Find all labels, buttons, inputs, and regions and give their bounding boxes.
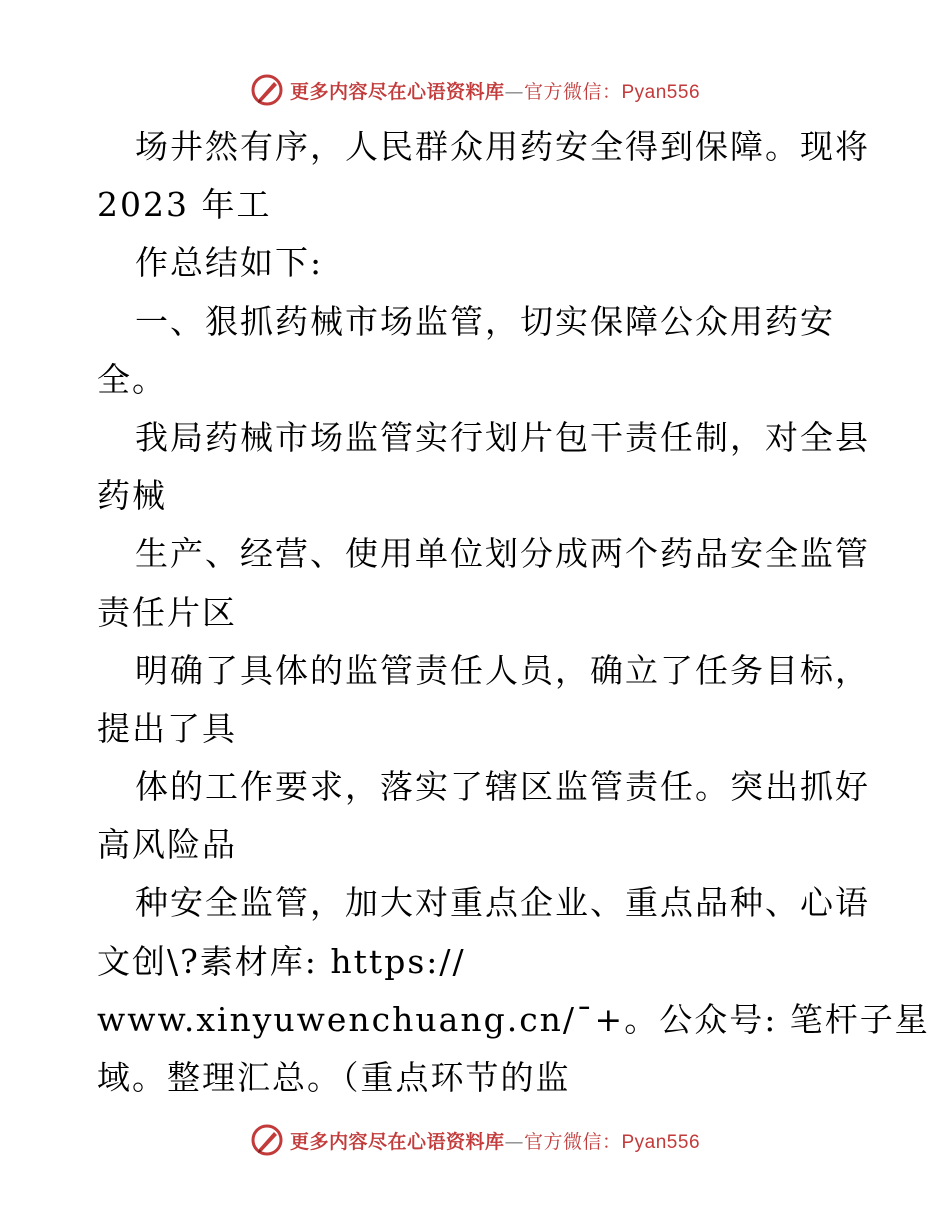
body-line: 体的工作要求，落实了辖区监管责任。突出抓好 xyxy=(135,767,870,807)
watermark-separator: — xyxy=(504,1130,524,1153)
body-line: 场井然有序，人民群众用药安全得到保障。现将 xyxy=(135,127,870,166)
watermark-wechat-label: 官方微信： xyxy=(523,1130,622,1153)
body-line: 文创\?素材库: https:// xyxy=(97,941,466,981)
body-line: 生产、经营、使用单位划分成两个药品安全监管 xyxy=(135,534,870,574)
section-heading-line: 一、狠抓药械市场监管，切实保障公众用药安 xyxy=(135,301,835,341)
body-line: 我局药械市场监管实行划片包干责任制，对全县 xyxy=(135,417,870,457)
body-line: 责任片区 xyxy=(97,592,237,632)
body-line: 种安全监管，加大对重点企业、重点品种、心语 xyxy=(135,883,870,923)
body-line: 提出了具 xyxy=(97,708,237,748)
quill-pen-logo-icon xyxy=(250,1123,284,1157)
body-line: 域。整理汇总。（重点环节的监 xyxy=(97,1058,571,1097)
watermark-main-text: 更多内容尽在心语资料库 xyxy=(289,1130,505,1153)
body-line: 药械 xyxy=(97,476,167,516)
header-watermark xyxy=(0,70,950,110)
watermark-text xyxy=(290,1127,700,1154)
watermark-separator: — xyxy=(504,80,524,103)
body-line: 作总结如下: xyxy=(135,243,324,283)
body-line: 2023 年工 xyxy=(97,185,272,225)
watermark-wechat-id: Pyan556 xyxy=(621,1131,701,1153)
quill-pen-logo-icon xyxy=(250,73,284,107)
body-line: www.xinyuwenchuang.cn/¯+。公众号: 笔杆子星 xyxy=(97,999,930,1039)
body-line: 高风险品 xyxy=(97,825,237,865)
body-line: 明确了具体的监管责任人员，确立了任务目标， xyxy=(135,650,870,690)
footer-watermark xyxy=(0,1120,950,1160)
document-body xyxy=(97,118,930,1107)
watermark-main-text: 更多内容尽在心语资料库 xyxy=(289,80,505,103)
watermark-wechat-label: 官方微信： xyxy=(523,80,622,103)
watermark-wechat-id: Pyan556 xyxy=(621,81,701,103)
watermark-text xyxy=(290,77,700,104)
section-heading-line: 全。 xyxy=(97,359,167,399)
